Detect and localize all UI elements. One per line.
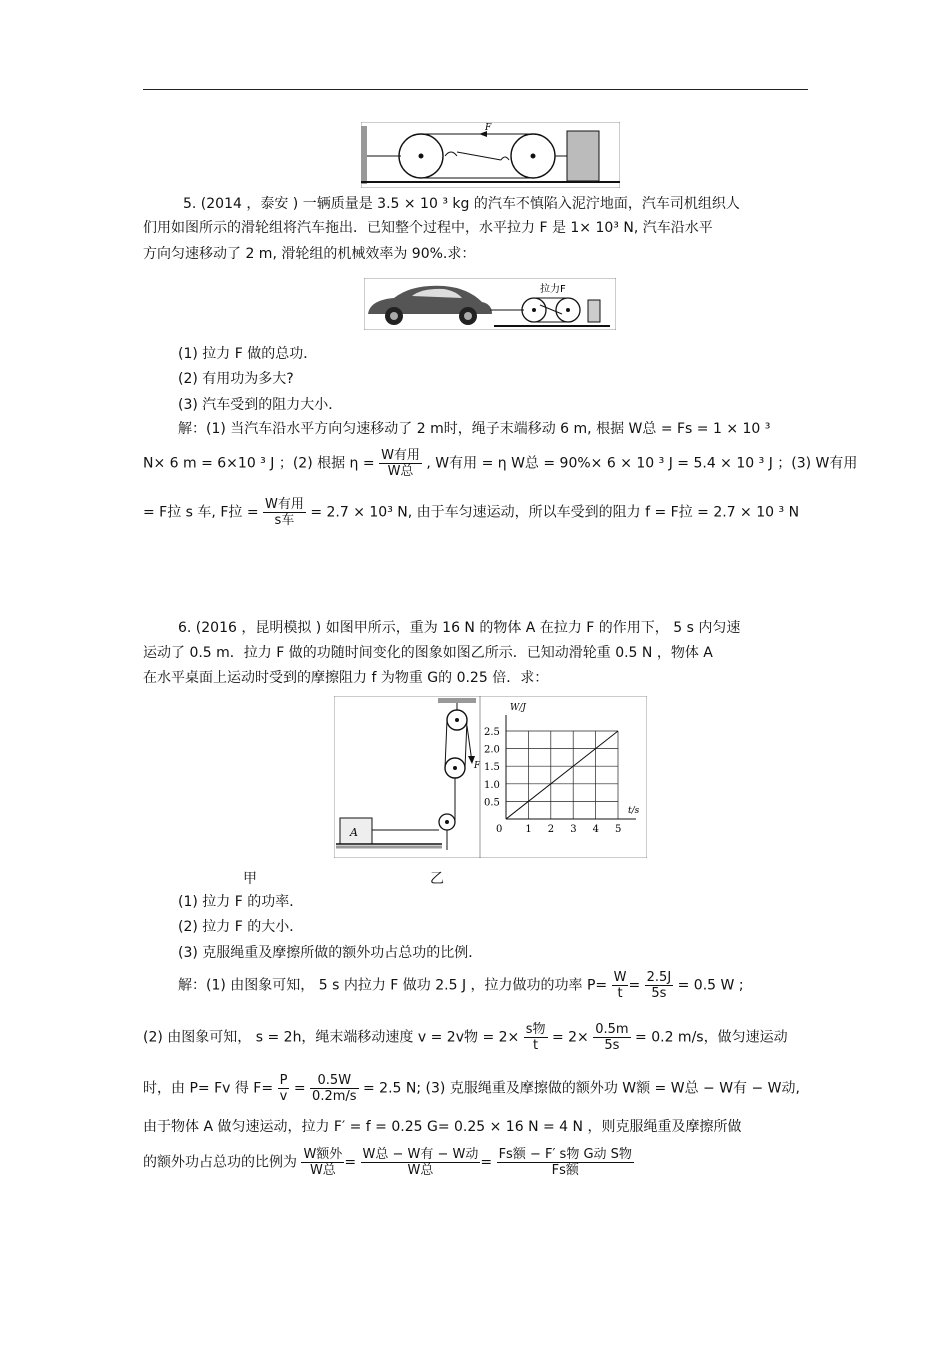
- frac-den: 0.2m/s: [312, 1089, 357, 1104]
- p5-sol1: 解：(1) 当汽车沿水平方向匀速移动了 2 m时，绳子末端移动 6 m, 根据 W总 = Fs = 1 × 10 ³: [178, 421, 771, 437]
- frac: [593, 1022, 630, 1053]
- frac: [524, 1022, 548, 1053]
- frac: [645, 970, 674, 1001]
- p6-sol5: 的额外功占总功的比例为 $\frac{\text{W额外}}{\text{W总}}$ = $\frac{\text{W总 − W有 − W动}}{\text{W总}}$ = $\frac{\text{Fs额 − F′ s物 G动 S物}}{\text{Fs额}}$: [143, 1147, 632, 1178]
- object-a: A: [350, 826, 358, 839]
- p6-line2: 运动了 0.5 m．拉力 F 做的功随时间变化的图象如图乙所示．已知动滑轮重 0.5 N ，物体 A: [143, 645, 713, 661]
- p5-line2: 们用如图所示的滑轮组将汽车拖出．已知整个过程中，水平拉力 F 是 1× 10³ N, 汽车沿水平: [143, 220, 713, 236]
- p6-sol1-b: = 0.5 W ;: [677, 977, 744, 994]
- p6-q3: (3) 克服绳重及摩擦所做的额外功占总功的比例．: [178, 945, 483, 961]
- frac: [310, 1073, 359, 1104]
- frac: [301, 1147, 344, 1178]
- p5-sol3: [143, 497, 799, 528]
- pull-force-label: 拉力F: [540, 284, 566, 295]
- frac-num: W总 − W有 − W动: [362, 1147, 479, 1162]
- caption-yi: 乙: [430, 871, 444, 887]
- frac-num: 0.5W: [310, 1073, 359, 1089]
- x-tick-label: 0: [496, 824, 503, 835]
- frac-num: Fs额 − F′ s物 G动 S物: [498, 1147, 632, 1162]
- pulley-system-figure: [334, 696, 480, 858]
- p6-q1: (1) 拉力 F 的功率．: [178, 894, 304, 910]
- p6-sol1: 解：(1) 由图象可知， 5 s 内拉力 F 做功 2.5 J ，拉力做功的功率 P= $\frac{W}{t}$ = $\frac{2.5J}{5s}$ = 0.5 W ;: [178, 970, 744, 1001]
- frac-den: t: [617, 986, 623, 1001]
- p5-sol3-b: = 2.7 × 10³ N, 由于车匀速运动，所以车受到的阻力 f = F拉 = 2.7 × 10 ³ N: [310, 504, 800, 521]
- x-tick-label: 3: [570, 824, 577, 835]
- y-axis-label: W/J: [510, 703, 526, 713]
- chart-frame: [480, 696, 647, 858]
- p5-sol2: [143, 448, 857, 479]
- p5-q2: (2) 有用功为多大?: [178, 371, 294, 387]
- x-tick-label: 2: [547, 824, 555, 835]
- p6-sol5-a: 的额外功占总功的比例为: [143, 1154, 297, 1171]
- p6-header: 6. (2016 ，昆明模拟 ) 如图甲所示，重为 16 N 的物体 A 在拉力 F 的作用下， 5 s 内匀速: [178, 620, 741, 636]
- p6-sol3-b: = 2.5 N; (3) 克服绳重及摩擦做的额外功 W额 = W总 − W有 − W动,: [363, 1080, 800, 1097]
- p6-sol2-a: (2) 由图象可知， s = 2h，绳末端移动速度 v = 2v物 = 2×: [143, 1029, 520, 1046]
- frac-num: P: [279, 1073, 288, 1088]
- frac-num: s物: [525, 1022, 546, 1037]
- frac-num: W额外: [303, 1147, 343, 1162]
- p6-sol4: 由于物体 A 做匀速运动，拉力 F′ = f = 0.25 G= 0.25 × 16 N = 4 N ，则克服绳重及摩擦所做: [143, 1119, 742, 1135]
- x-tick-label: 4: [592, 824, 599, 835]
- y-tick-label: 0.5: [484, 797, 500, 809]
- caption-jia: 甲: [243, 871, 257, 887]
- p5-sol3-a: = F拉 s 车, F拉 =: [143, 504, 259, 521]
- frac: [361, 1147, 481, 1178]
- p6-sol3: [143, 1073, 800, 1104]
- top-rule: [143, 89, 808, 90]
- p6-sol2-b: = 0.2 m/s，做匀速运动: [635, 1029, 788, 1046]
- force-fraction: [263, 497, 306, 528]
- frac-num: W有用: [265, 497, 304, 512]
- p6-sol1-a: 解：(1) 由图象可知， 5 s 内拉力 F 做功 2.5 J ，拉力做功的功率 P=: [178, 977, 608, 994]
- efficiency-fraction: [379, 448, 422, 479]
- y-tick-label: 2.0: [484, 744, 500, 756]
- p5-sol2-b: , W有用 = η W总 = 90%× 6 × 10 ³ J = 5.4 × 10 ³ J ；(3) W有用: [426, 455, 858, 472]
- pull-force-f: F: [474, 761, 480, 771]
- frac-num: 0.5m: [595, 1022, 629, 1037]
- y-tick-label: 1.0: [484, 779, 500, 791]
- p5-q1: (1) 拉力 F 做的总功．: [178, 346, 318, 362]
- frac-den: v: [279, 1089, 288, 1104]
- p5-q3: (3) 汽车受到的阻力大小．: [178, 397, 343, 413]
- frac-num: W有用: [381, 448, 420, 463]
- frac-den: Fs额: [551, 1163, 579, 1178]
- frac-den: s车: [274, 513, 295, 528]
- frac-den: W总: [407, 1163, 434, 1178]
- p6-sol3-a: 时，由 P= Fv 得 F=: [143, 1080, 274, 1097]
- x-tick-label: 1: [525, 824, 532, 835]
- car-pulley-figure: [364, 278, 616, 330]
- frac-num: W: [613, 970, 627, 985]
- frac-den: W总: [387, 464, 414, 479]
- frac-den: 5s: [604, 1038, 620, 1053]
- pulley-wall-figure: [361, 122, 620, 188]
- work-time-chart: [480, 696, 647, 858]
- frac-den: 5s: [651, 986, 667, 1001]
- frac-den: t: [533, 1038, 539, 1053]
- p6-q2: (2) 拉力 F 的大小．: [178, 919, 304, 935]
- series-line: [506, 731, 618, 819]
- frac-den: W总: [309, 1163, 336, 1178]
- frac: [278, 1073, 290, 1104]
- force-label: F: [485, 123, 492, 133]
- frac: [612, 970, 629, 1001]
- p6-line3: 在水平桌面上运动时受到的摩擦阻力 f 为物重 G的 0.25 倍．求：: [143, 670, 549, 686]
- p5-line3: 方向匀速移动了 2 m, 滑轮组的机械效率为 90%.求：: [143, 246, 476, 262]
- p6-sol2: [143, 1022, 788, 1053]
- p6-sol3-eq: =: [293, 1080, 306, 1097]
- p6-sol2-mid: = 2×: [551, 1029, 589, 1046]
- frac-num: 2.5J: [646, 970, 672, 985]
- p5-sol2-a: N× 6 m = 6×10 ³ J ；(2) 根据 η =: [143, 455, 375, 472]
- y-tick-label: 2.5: [484, 727, 500, 738]
- frac: [497, 1147, 634, 1178]
- p5-header: 5. (2014 ，泰安 ) 一辆质量是 3.5 × 10 ³ kg 的汽车不慎陷入泥泞地面，汽车司机组织人: [183, 196, 740, 212]
- y-tick-label: 1.5: [484, 762, 500, 774]
- x-tick-label: 5: [615, 824, 622, 835]
- x-axis-label: t/s: [628, 806, 640, 816]
